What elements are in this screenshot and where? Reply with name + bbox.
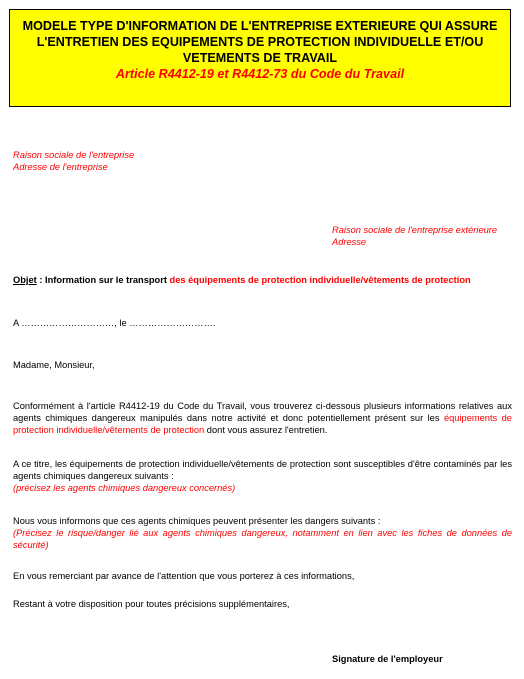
sender-company-name: Raison sociale de l'entreprise	[13, 150, 135, 160]
header-banner	[9, 9, 511, 107]
sender-address: Adresse de l'entreprise	[13, 162, 108, 172]
paragraph-intro	[13, 400, 512, 437]
paragraph-intro-text-a: Conformément à l'article R4412-19 du Code du Travail, vous trouverez ci-dessous plusieurs informations relatives aux agents chimiques dangereux manipulés dans notre activité et donc potentiellement présent sur les	[13, 401, 512, 424]
recipient-address: Adresse	[332, 237, 367, 247]
subject-highlight: des équipements de protection individuelle/vêtements de protection	[169, 275, 471, 285]
paragraph-intro-highlight: équipements de protection individuelle/vêtements de protection	[13, 413, 512, 436]
sender-block	[13, 149, 134, 173]
subject-label: Objet	[13, 275, 37, 285]
paragraph-dangers	[13, 515, 512, 552]
salutation: Madame, Monsieur,	[13, 360, 95, 370]
paragraph-dangers-hint: (Précisez le risque/danger lié aux agents chimiques dangereux, notamment en lien avec les fiches de données de sécurité)	[13, 528, 512, 551]
subject-text: : Information sur le transport	[36, 275, 170, 285]
paragraph-contamination	[13, 458, 512, 495]
paragraph-dangers-text: Nous vous informons que ces agents chimiques peuvent présenter les dangers suivants :	[13, 516, 381, 526]
paragraph-thanks: En vous remerciant par avance de l'attention que vous porterez à ces informations,	[13, 571, 355, 581]
legal-article-reference: Article R4412-19 et R4412-73 du Code du Travail	[115, 67, 405, 81]
document-title-line-1: MODELE TYPE D'INFORMATION DE L'ENTREPRISE EXTERIEURE QUI ASSURE	[22, 19, 498, 33]
employer-signature-label: Signature de l'employeur	[332, 654, 443, 664]
paragraph-contamination-hint: (précisez les agents chimiques dangereux concernés)	[13, 483, 236, 494]
paragraph-availability: Restant à votre disposition pour toutes précisions supplémentaires,	[13, 599, 290, 609]
subject-line	[13, 275, 471, 285]
document-title-line-2: L'ENTRETIEN DES EQUIPEMENTS DE PROTECTION INDIVIDUELLE ET/OU	[36, 35, 484, 49]
recipient-company-name: Raison sociale de l'entreprise extérieure	[332, 225, 498, 235]
paragraph-contamination-text: A ce titre, les équipements de protection individuelle/vêtements de protection sont susceptibles d'être contaminés par les agents chimiques dangereux suivants :	[13, 459, 512, 482]
recipient-block	[332, 224, 497, 248]
paragraph-intro-text-b: dont vous assurez l'entretien.	[204, 425, 328, 436]
document-title-line-3: VETEMENTS DE TRAVAIL	[182, 51, 338, 65]
place-date-line: A …………………………, le ……………………….	[13, 318, 216, 328]
